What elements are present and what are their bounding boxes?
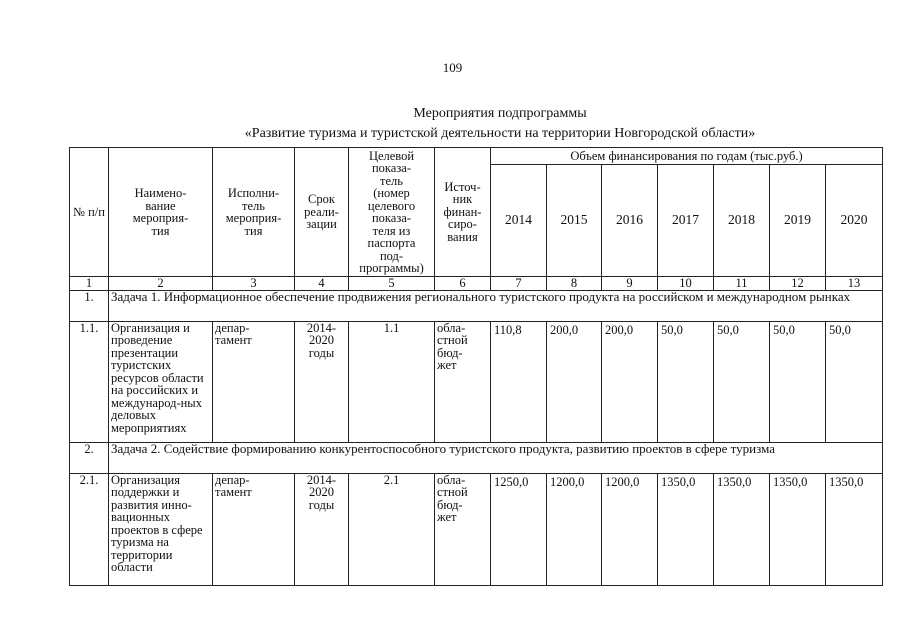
activity-name: Организация поддержки и развития инно-вационных проектов в сфере туризма на территории области <box>109 473 213 585</box>
activities-table <box>69 147 883 586</box>
column-number: 8 <box>547 277 602 291</box>
funding-value: 1350,0 <box>714 473 770 585</box>
header-year: 2015 <box>547 165 602 277</box>
header-row-top <box>70 148 883 165</box>
funding-value: 1200,0 <box>602 473 658 585</box>
funding-value: 1350,0 <box>770 473 826 585</box>
funding-value: 1250,0 <box>491 473 547 585</box>
header-source: Источ- ник финан- сиро- вания <box>435 148 491 277</box>
header-name: Наимено- вание мероприя- тия <box>109 148 213 277</box>
header-term: Срок реали- зации <box>295 148 349 277</box>
funding-value: 1350,0 <box>658 473 714 585</box>
header-executor: Исполни- тель мероприя- тия <box>213 148 295 277</box>
funding-value: 50,0 <box>826 321 883 442</box>
task-text: Задача 2. Содействие формированию конкурентоспособного туристского продукта, развитию проектов в сфере туризма <box>109 442 883 473</box>
document-title <box>0 104 905 144</box>
activity-term: 2014- 2020 годы <box>295 321 349 442</box>
header-year: 2018 <box>714 165 770 277</box>
activity-source: обла- стной бюд- жет <box>435 321 491 442</box>
funding-value: 1200,0 <box>547 473 602 585</box>
column-number: 6 <box>435 277 491 291</box>
funding-value: 200,0 <box>602 321 658 442</box>
row-number: 2.1. <box>70 473 109 585</box>
funding-value: 50,0 <box>714 321 770 442</box>
column-number-row <box>70 277 883 291</box>
header-year: 2019 <box>770 165 826 277</box>
header-year: 2016 <box>602 165 658 277</box>
activity-row <box>70 321 883 442</box>
funding-value: 50,0 <box>658 321 714 442</box>
title-line-2: «Развитие туризма и туристской деятельности на территории Новгородской области» <box>244 126 756 141</box>
column-number: 1 <box>70 277 109 291</box>
column-number: 12 <box>770 277 826 291</box>
column-number: 11 <box>714 277 770 291</box>
activity-name: Организация и проведение презентации туристских ресурсов области на российских и международ-ных деловых мероприятиях <box>109 321 213 442</box>
activity-executor: депар- тамент <box>213 321 295 442</box>
header-year: 2017 <box>658 165 714 277</box>
funding-value: 50,0 <box>770 321 826 442</box>
header-funding: Объем финансирования по годам (тыс.руб.) <box>491 148 883 165</box>
column-number: 2 <box>109 277 213 291</box>
funding-value: 110,8 <box>491 321 547 442</box>
column-number: 5 <box>349 277 435 291</box>
row-number: 1. <box>70 290 109 321</box>
activity-executor: депар- тамент <box>213 473 295 585</box>
column-number: 10 <box>658 277 714 291</box>
header-num: № п/п <box>70 148 109 277</box>
activity-indicator: 1.1 <box>349 321 435 442</box>
task-row <box>70 442 883 473</box>
column-number: 3 <box>213 277 295 291</box>
activity-term: 2014- 2020 годы <box>295 473 349 585</box>
row-number: 1.1. <box>70 321 109 442</box>
page-number: 109 <box>442 60 463 75</box>
column-number: 7 <box>491 277 547 291</box>
activity-row <box>70 473 883 585</box>
row-number: 2. <box>70 442 109 473</box>
funding-value: 200,0 <box>547 321 602 442</box>
activity-indicator: 2.1 <box>349 473 435 585</box>
header-year: 2020 <box>826 165 883 277</box>
column-number: 13 <box>826 277 883 291</box>
task-text: Задача 1. Информационное обеспечение продвижения регионального туристского продукта на российском и международном рынках <box>109 290 883 321</box>
task-row <box>70 290 883 321</box>
activity-source: обла- стной бюд- жет <box>435 473 491 585</box>
column-number: 4 <box>295 277 349 291</box>
header-year: 2014 <box>491 165 547 277</box>
column-number: 9 <box>602 277 658 291</box>
title-line-1: Мероприятия подпрограммы <box>413 106 587 121</box>
header-indicator: Целевой показа- тель (номер целевого показа- теля из паспорта под- программы) <box>349 148 435 277</box>
funding-value: 1350,0 <box>826 473 883 585</box>
